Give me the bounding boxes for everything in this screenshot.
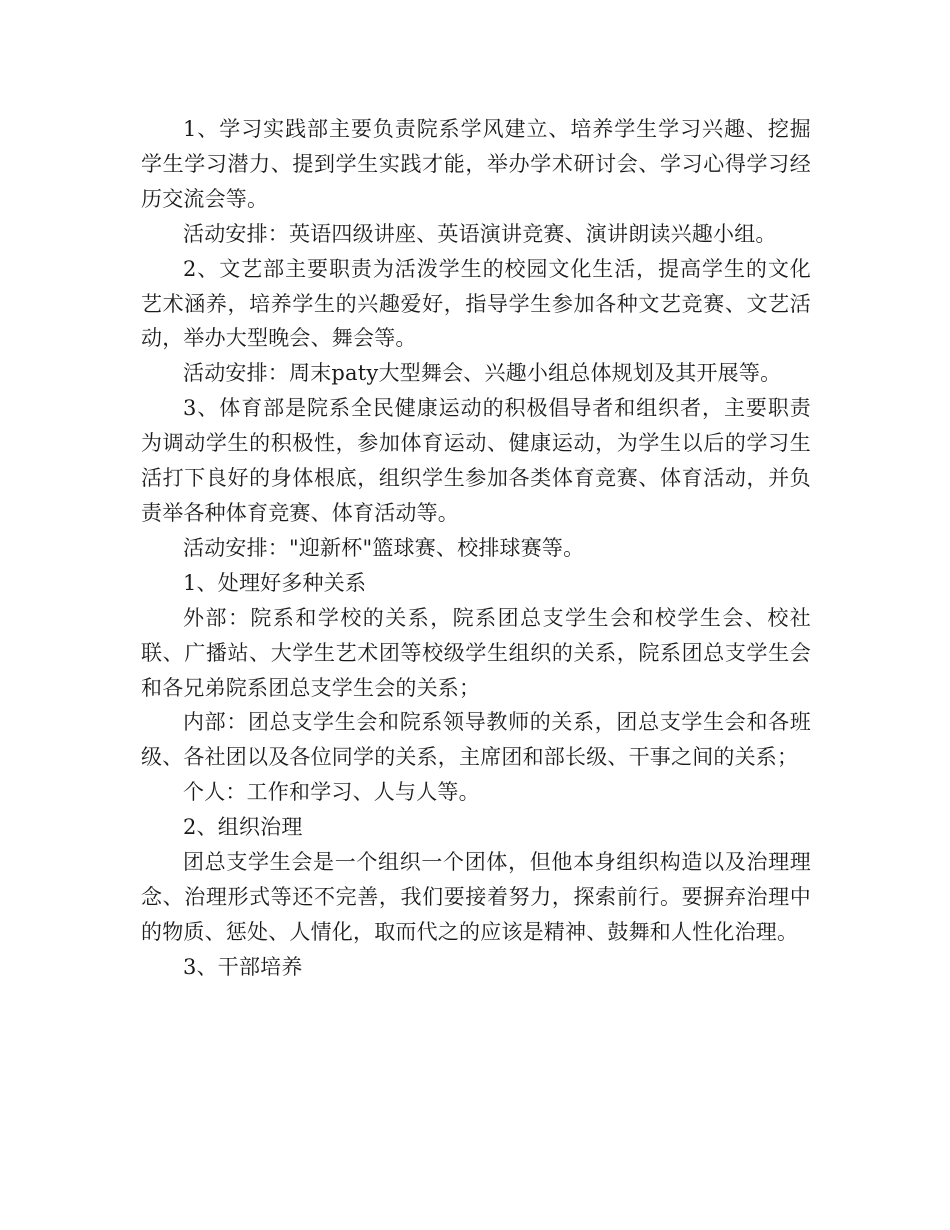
heading-cadre-training: 3、干部培养: [183, 954, 303, 979]
paragraph-sports-activities: 活动安排："迎新杯"篮球赛、校排球赛等。: [183, 535, 585, 560]
paragraph-sports-dept: 3、体育部是院系全民健康运动的积极倡导者和组织者，主要职责为调动学生的积极性，参加体育运动、健康运动，为学生以后的学习生活打下良好的身体根底，组织学生参加各类体育竞赛、体育活动，并负责举各种体育竞赛、体育活动等。: [141, 396, 811, 525]
paragraph-study-practice-dept: 1、学习实践部主要负责院系学风建立、培养学生学习兴趣、挖掘学生学习潜力、提到学生实践才能，举办学术研讨会、学习心得学习经历交流会等。: [141, 117, 811, 211]
document-page: [141, 112, 811, 985]
paragraph-organization-management: 团总支学生会是一个组织一个团体，但他本身组织构造以及治理理念、治理形式等还不完善，我们要接着努力，探索前行。要摒弃治理中的物质、惩处、人情化，取而代之的应该是精神、鼓舞和人性化治理。: [141, 850, 811, 944]
paragraph-arts-activities: 活动安排：周末paty大型舞会、兴趣小组总体规划及其开展等。: [183, 361, 782, 386]
paragraph-arts-dept: 2、文艺部主要职责为活泼学生的校园文化生活，提高学生的文化艺术涵养，培养学生的兴趣爱好，指导学生参加各种文艺竞赛、文艺活动，举办大型晚会、舞会等。: [141, 256, 811, 351]
paragraph-study-activities: 活动安排：英语四级讲座、英语演讲竞赛、演讲朗读兴趣小组。: [183, 221, 777, 246]
paragraph-personal: 个人：工作和学习、人与人等。: [183, 780, 480, 805]
paragraph-external-relations: 外部：院系和学校的关系，院系团总支学生会和校学生会、校社联、广播站、大学生艺术团等校级学生组织的关系，院系团总支学生会和各兄弟院系团总支学生会的关系；: [141, 605, 811, 700]
heading-handle-relations: 1、处理好多种关系: [183, 570, 367, 595]
heading-organization-management: 2、组织治理: [183, 815, 303, 840]
paragraph-internal-relations: 内部：团总支学生会和院系领导教师的关系，团总支学生会和各班级、各社团以及各位同学的关系，主席团和部长级、干事之间的关系；: [141, 710, 811, 770]
